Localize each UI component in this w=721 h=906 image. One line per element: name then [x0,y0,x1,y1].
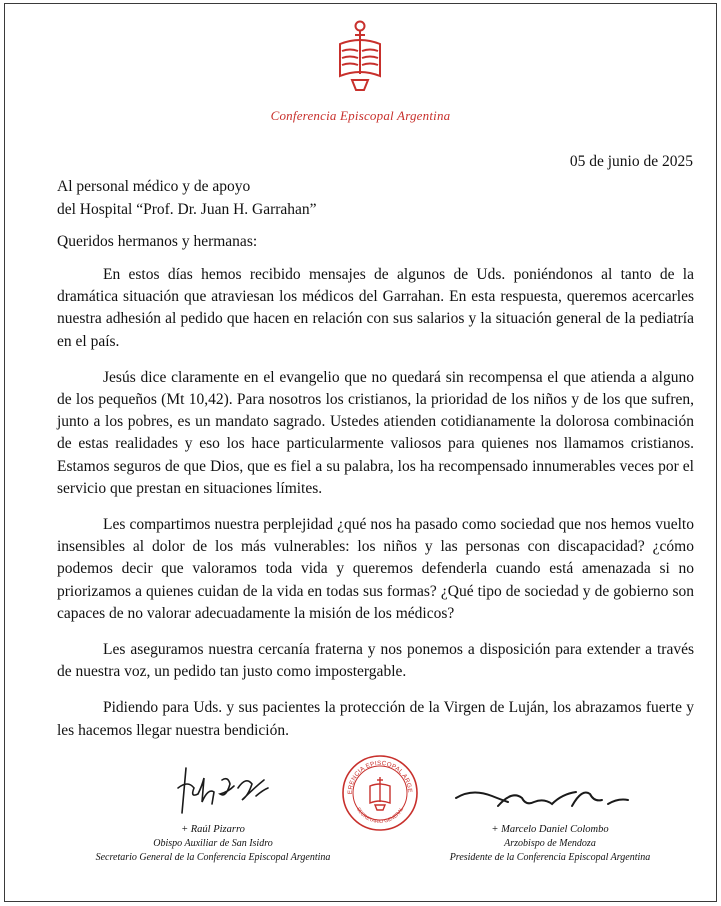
signatory-role: Arzobispo de Mendoza [504,838,596,849]
signatory-name: + Marcelo Daniel Colombo [491,824,609,835]
svg-text:CONFERENCIA EPISCOPAL ARGENTIN [340,753,413,794]
seal-bottom-text: SECRETARIO GENERAL [354,806,406,826]
signatory-pizarro [88,823,338,865]
episcopal-seal [340,753,420,833]
recipient-line-2: del Hospital “Prof. Dr. Juan H. Garrahan” [57,201,317,218]
signature-colombo [452,776,652,816]
recipient-line-1: Al personal médico y de apoyo [57,178,251,195]
svg-text:SECRETARIO GENERAL [355,806,405,825]
paragraph: En estos días hemos recibido mensajes de algunos de Uds. poniéndonos al tanto de la dramática situación que atraviesan los médicos del Garrahan. En esta respuesta, queremos acercarles nuestra adhesión al pedido que hacen en relación con sus salarios y la situación general de la pediatría en el país. [57,266,694,350]
letter-date: 05 de junio de 2025 [569,153,693,170]
signature-pizarro [168,758,278,818]
salutation: Queridos hermanos y hermanas: [57,233,258,250]
paragraph: Les compartimos nuestra perplejidad ¿qué nos ha pasado como sociedad que nos hemos vuelto insensibles al dolor de los más vulnerables: los niños y las personas con discapacidad? ¿cómo podemos decir que valoramos toda vida y queremos defenderla cuando está amenazada si no priorizamos a quienes cuidan de la vida en todas sus formas? ¿Qué tipo de sociedad y de gobierno son capaces de no valorar adecuadamente la misión de los médicos? [57,516,694,622]
paragraph: Les aseguramos nuestra cercanía fraterna y nos ponemos a disposición para extender a través de nuestra voz, un pedido tan justo como impostergable. [57,641,694,681]
seal-top-text: ERENCIA EPISCOPAL ARGE [346,759,414,795]
signatory-title: Presidente de la Conferencia Episcopal Argentina [449,852,651,863]
paragraph: Pidiendo para Uds. y sus pacientes la protección de la Virgen de Luján, los abrazamos fuerte y les hacemos llegar nuestra bendición. [57,699,694,739]
signatory-role: Obispo Auxiliar de San Isidro [153,838,273,849]
signatory-title: Secretario General de la Conferencia Episcopal Argentina [95,852,331,863]
paragraph: Jesús dice claramente en el evangelio que no quedará sin recompensa el que atienda a alguno de los pequeños (Mt 10,42). Para nosotros los cristianos, la prioridad de los niños y de los que sufren, junto a los pobres, es un mandato sagrado. Ustedes atienden cotidianamente la dolorosa combinación de estas realidades y eso los hace particularmente valiosos para quienes nos llamamos cristianos. Estamos seguros de que Dios, que es fiel a su palabra, los ha recompensado innumerables veces por el servicio que prestan en situaciones límites. [57,368,694,497]
signatory-colombo [425,823,675,865]
org-name: Conferencia Episcopal Argentina [270,108,451,123]
cea-logo-mark [330,18,390,94]
letter-body [57,264,694,756]
signatory-name: + Raúl Pizarro [181,824,245,835]
cea-logo [330,18,390,94]
